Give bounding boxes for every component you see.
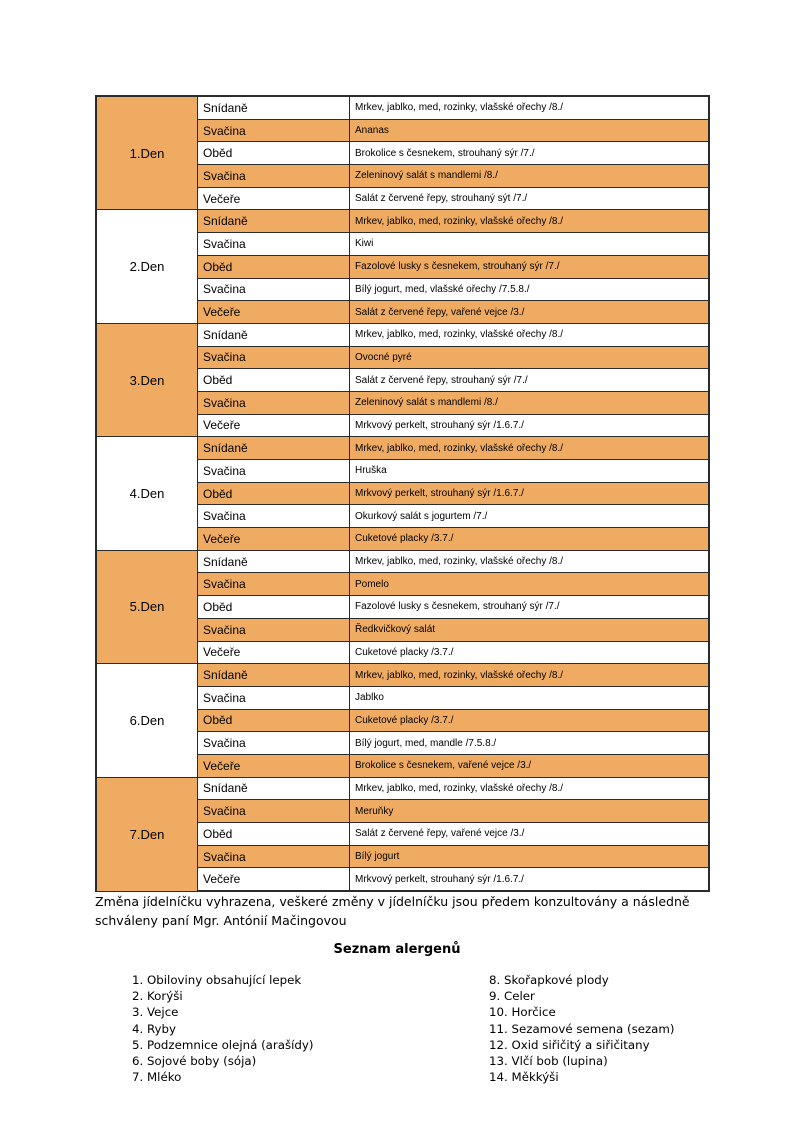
day-label: 1.Den: [96, 96, 198, 210]
meal-food: Mrkev, jablko, med, rozinky, vlašské ořechy /8./: [350, 664, 710, 687]
meal-food: Mrkev, jablko, med, rozinky, vlašské ořechy /8./: [350, 96, 710, 119]
meal-name: Večeře: [198, 868, 350, 891]
allergen-item: 14. Měkkýši: [489, 1070, 559, 1085]
meal-name: Svačina: [198, 573, 350, 596]
meal-name: Večeře: [198, 641, 350, 664]
meal-name: Snídaně: [198, 777, 350, 800]
allergen-list-title: Seznam alergenů: [333, 942, 461, 957]
meal-food: Brokolice s česnekem, vařené vejce /3./: [350, 754, 710, 777]
meal-name: Svačina: [198, 278, 350, 301]
allergen-item: 9. Celer: [489, 989, 535, 1004]
meal-name: Svačina: [198, 800, 350, 823]
meal-name: Oběd: [198, 142, 350, 165]
day-label: 5.Den: [96, 550, 198, 663]
meal-food: Cuketové placky /3.7./: [350, 709, 710, 732]
meal-food: Bílý jogurt: [350, 845, 710, 868]
meal-food: Mrkev, jablko, med, rozinky, vlašské ořechy /8./: [350, 777, 710, 800]
disclaimer-note: Změna jídelníčku vyhrazena, veškeré změny v jídelníčku jsou předem konzultovány a následně schváleny paní Mgr. Antónií Mačingovou: [95, 894, 690, 928]
allergen-item: 6. Sojové boby (sója): [132, 1054, 257, 1069]
meal-plan-table: [95, 95, 710, 892]
meal-name: Oběd: [198, 255, 350, 278]
meal-food: Zeleninový salát s mandlemi /8./: [350, 391, 710, 414]
meal-food: Kiwi: [350, 233, 710, 256]
meal-food: Mrkev, jablko, med, rozinky, vlašské ořechy /8./: [350, 323, 710, 346]
meal-name: Svačina: [198, 505, 350, 528]
meal-food: Cuketové placky /3.7./: [350, 528, 710, 551]
day-label: 2.Den: [96, 210, 198, 323]
meal-food: Cuketové placky /3.7./: [350, 641, 710, 664]
meal-food: Salát z červené řepy, vařené vejce /3./: [350, 823, 710, 846]
meal-food: Hruška: [350, 460, 710, 483]
meal-name: Svačina: [198, 618, 350, 641]
meal-name: Svačina: [198, 233, 350, 256]
meal-name: Snídaně: [198, 437, 350, 460]
meal-name: Večeře: [198, 301, 350, 324]
meal-food: Salát z červené řepy, strouhaný sýt /7./: [350, 187, 710, 210]
allergen-item: 8. Skořapkové plody: [489, 973, 609, 987]
meal-name: Svačina: [198, 165, 350, 188]
meal-name: Snídaně: [198, 550, 350, 573]
meal-row: [96, 437, 709, 460]
meal-food: Bílý jogurt, med, mandle /7.5.8./: [350, 732, 710, 755]
meal-food: Salát z červené řepy, strouhaný sýr /7./: [350, 369, 710, 392]
allergen-item: 5. Podzemnice olejná (arašídy): [132, 1037, 314, 1052]
meal-name: Svačina: [198, 119, 350, 142]
meal-name: Snídaně: [198, 664, 350, 687]
day-label: 7.Den: [96, 777, 198, 891]
meal-food: Mrkvový perkelt, strouhaný sýr /1.6.7./: [350, 868, 710, 891]
meal-name: Večeře: [198, 754, 350, 777]
meal-name: Svačina: [198, 686, 350, 709]
meal-name: Večeře: [198, 187, 350, 210]
meal-food: Mrkvový perkelt, strouhaný sýr /1.6.7./: [350, 414, 710, 437]
meal-food: Jablko: [350, 686, 710, 709]
meal-food: Mrkev, jablko, med, rozinky, vlašské ořechy /8./: [350, 437, 710, 460]
meal-food: Fazolové lusky s česnekem, strouhaný sýr /7./: [350, 255, 710, 278]
meal-name: Svačina: [198, 391, 350, 414]
meal-food: Salát z červené řepy, vařené vejce /3./: [350, 301, 710, 324]
meal-food: Ovocné pyré: [350, 346, 710, 369]
meal-name: Svačina: [198, 845, 350, 868]
allergen-list-column-1: [132, 972, 314, 1085]
meal-food: Ředkvičkový salát: [350, 618, 710, 641]
day-label: 6.Den: [96, 664, 198, 777]
meal-name: Večeře: [198, 414, 350, 437]
allergen-item: 10. Horčice: [489, 1005, 556, 1020]
meal-food: Pomelo: [350, 573, 710, 596]
meal-row: [96, 323, 709, 346]
meal-name: Svačina: [198, 346, 350, 369]
meal-food: Meruňky: [350, 800, 710, 823]
meal-food: Fazolové lusky s česnekem, strouhaný sýr /7./: [350, 596, 710, 619]
allergen-item: 7. Mléko: [132, 1070, 182, 1085]
meal-food: Mrkev, jablko, med, rozinky, vlašské ořechy /8./: [350, 210, 710, 233]
meal-food: Okurkový salát s jogurtem /7./: [350, 505, 710, 528]
meal-name: Snídaně: [198, 96, 350, 119]
meal-name: Oběd: [198, 596, 350, 619]
allergen-list-column-2: [489, 972, 675, 1085]
allergen-item: 4. Ryby: [132, 1021, 177, 1036]
allergen-item: 12. Oxid siřičitý a siřičitany: [489, 1037, 650, 1052]
meal-row: [96, 550, 709, 573]
meal-food: Ananas: [350, 119, 710, 142]
meal-name: Svačina: [198, 732, 350, 755]
meal-name: Snídaně: [198, 323, 350, 346]
meal-row: [96, 96, 709, 119]
meal-row: [96, 210, 709, 233]
day-label: 4.Den: [96, 437, 198, 550]
meal-row: [96, 664, 709, 687]
meal-name: Svačina: [198, 460, 350, 483]
meal-name: Oběd: [198, 482, 350, 505]
allergen-item: 2. Korýši: [132, 989, 183, 1004]
meal-name: Oběd: [198, 709, 350, 732]
meal-name: Večeře: [198, 528, 350, 551]
meal-name: Snídaně: [198, 210, 350, 233]
meal-food: Brokolice s česnekem, strouhaný sýr /7./: [350, 142, 710, 165]
meal-name: Oběd: [198, 369, 350, 392]
day-label: 3.Den: [96, 323, 198, 436]
meal-food: Zeleninový salát s mandlemi /8./: [350, 165, 710, 188]
meal-food: Bílý jogurt, med, vlašské ořechy /7.5.8./: [350, 278, 710, 301]
allergen-item: 11. Sezamové semena (sezam): [489, 1021, 675, 1036]
allergen-item: 3. Vejce: [132, 1005, 179, 1020]
meal-food: Mrkev, jablko, med, rozinky, vlašské ořechy /8./: [350, 550, 710, 573]
meal-food: Mrkvový perkelt, strouhaný sýr /1.6.7./: [350, 482, 710, 505]
meal-row: [96, 777, 709, 800]
meal-name: Oběd: [198, 823, 350, 846]
allergen-item: 13. Vlčí bob (lupina): [489, 1054, 608, 1069]
allergen-item: 1. Obiloviny obsahující lepek: [132, 973, 302, 987]
meal-plan-body: [96, 96, 709, 891]
